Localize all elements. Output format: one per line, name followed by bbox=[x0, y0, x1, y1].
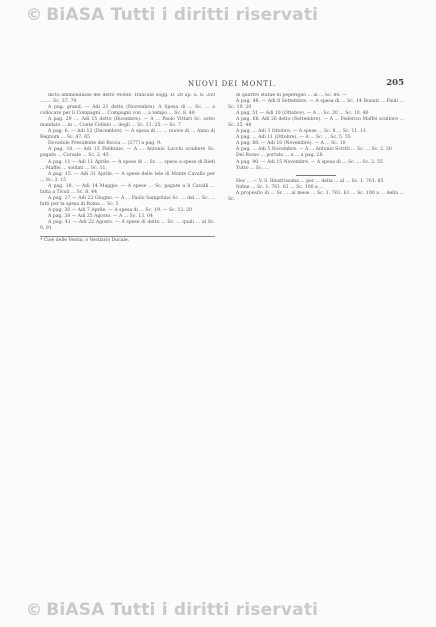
copyright-icon: © bbox=[26, 5, 43, 24]
paragraph: Dovadole Presidente del Bocca ... (277) a pag. 9. bbox=[48, 141, 162, 147]
paragraph: A pag. 30 — Adi 7 Aprile. — A spesa di ... Sc. 19. — Sc. 12. 20 bbox=[48, 207, 193, 213]
section-divider bbox=[296, 175, 336, 176]
paragraph: Infine ... Sc. 1. 761. 61 ... Sc. 100 a ... bbox=[236, 184, 324, 190]
paragraph: A pag. ... Adi 5 Novembre. — A ... Antonio Scritti ... Sc. ... Sc. 2. 20 bbox=[236, 147, 392, 153]
paragraph: A pag. 6. — Adi 12 (Decembre). — A spesa di ... ... nuove di ... Anno di Regnum ... Sc. 47. 65 bbox=[40, 129, 215, 141]
paragraph: A pag. 66. Adi 26 detto (Settembre). — A ... Federico Maffei scultore ... Sc. 25. 48 bbox=[228, 117, 404, 129]
paragraph: Tutto ... Sc. ... bbox=[236, 165, 269, 171]
paragraph: dicto ammendasse del detto Monte, francato sogg. D. 28 ap. u. n. 350 ........ Sc. 37. 70 bbox=[40, 93, 215, 105]
page-header bbox=[38, 78, 404, 92]
footnote: * Cioè delle Vestia, o Vestiario Ducale. bbox=[40, 236, 215, 244]
watermark-bottom bbox=[26, 600, 318, 620]
paragraph: A pag. 51 — Adi 10 (Ottobre). — A ... Sc. 20 ... Sc. 10. 40 bbox=[236, 111, 369, 117]
running-title: NUOVI DEI MONTI. bbox=[188, 80, 277, 88]
paragraph: Hoc ... — V. S. Illustrissima ... per ... della ... al ... Sc. 1. 761. 85 bbox=[236, 178, 384, 184]
paragraph: A pag. ... Adi 3 Ottobre. — A spese ... Sc. 8 ... Sc. 11. 11 bbox=[236, 129, 367, 135]
paragraph: di quattro statue di peperigno ... al ... Sc. 80. — bbox=[236, 93, 347, 98]
watermark-top bbox=[26, 5, 318, 25]
paragraph: A pag. 38 — Adi 25 Agosto. — A ... Sc. 13. 04 bbox=[48, 213, 153, 219]
paragraph: A pag. 27 — Adi 22 Giugno. — A ... Paolo Sampolino Sc. ... dal ... Sc. ... fatti per la spesa di Roma ... Sc. 5 bbox=[40, 195, 215, 207]
paragraph: Del Rosso ... portato ... a ... a pag. 28. bbox=[236, 153, 324, 159]
watermark-text: BiASA Tutti i diritti riservati bbox=[46, 5, 319, 25]
watermark-text: BiASA Tutti i diritti riservati bbox=[46, 600, 319, 620]
paragraph: A pag. ... Adi 11 (Ottobre). — A ... Sc. ... Sc. 5. 55 bbox=[236, 135, 351, 141]
paragraph: A pag. 11 — Adi 11 Aprile. — A spese di ... Sc. ... speso a spese di Rieti ... Maffei ... soldati ... Sc. 11. bbox=[40, 159, 215, 171]
paragraph: A pag. 41 — Adi 22 Agosto. — A spese di detto ... Sc. ... quali ... al Sc. 9. 91 bbox=[40, 219, 215, 232]
paragraph: A pag. 90. — Adi 15 Novembre. — A spesa di ... Sc. ... Sc. 2. 55 bbox=[236, 159, 383, 165]
paragraph: A pag. 88. — Adi 10 (Novembre). — A ... Sc. 10 bbox=[236, 141, 346, 147]
paragraph: A pag. 15. — Adi 31 Aprile. — A spese delle tele di Monte Cavallo per ... Sc. 3. 15 bbox=[40, 171, 215, 183]
paragraph: A pag. 10. — Adi 13 Febbraio. — A ... Antonio Lucchi scudiere Sc. pagate ... Corsale ... Sc. 2. 45 bbox=[40, 147, 215, 159]
paragraph: A pag. grand. — Adi 21 detto (Novembre). A Sposa di ... Sc. ... a collocare per li Compagni ... Compagni con ... a tempo ... Sc. 8. 40 bbox=[40, 105, 215, 117]
paragraph: A pag. 48. — Adi 8 Settembre. — A spesa di ... Sc. 14 Donati ... Pauli ... Sc. 19. 20 bbox=[228, 99, 404, 111]
paragraph: A pag. 18. — Adi 14 Maggio. — A spese ... Sc. pagate a li Cavalli ... fatta a Tivoli ... Sc. 8. 44 bbox=[40, 183, 215, 195]
paragraph: A proposito di ... Sc. ... al mese ... Sc. 1. 761. 61 ... Sc. 100 a ... della ... Sc. bbox=[228, 190, 404, 202]
right-column bbox=[228, 93, 404, 588]
paragraph: A pag. 29 .... Adi 15 detto (Dicembre). — A ... Paolo Vitturi Sc. sotto mandato ... in ... Conte Cellulo ... degli ... Sc. 21. 25. — Sc. 7 bbox=[40, 117, 215, 129]
page-number: 205 bbox=[386, 78, 404, 88]
left-column bbox=[40, 93, 215, 588]
copyright-icon: © bbox=[26, 600, 43, 619]
